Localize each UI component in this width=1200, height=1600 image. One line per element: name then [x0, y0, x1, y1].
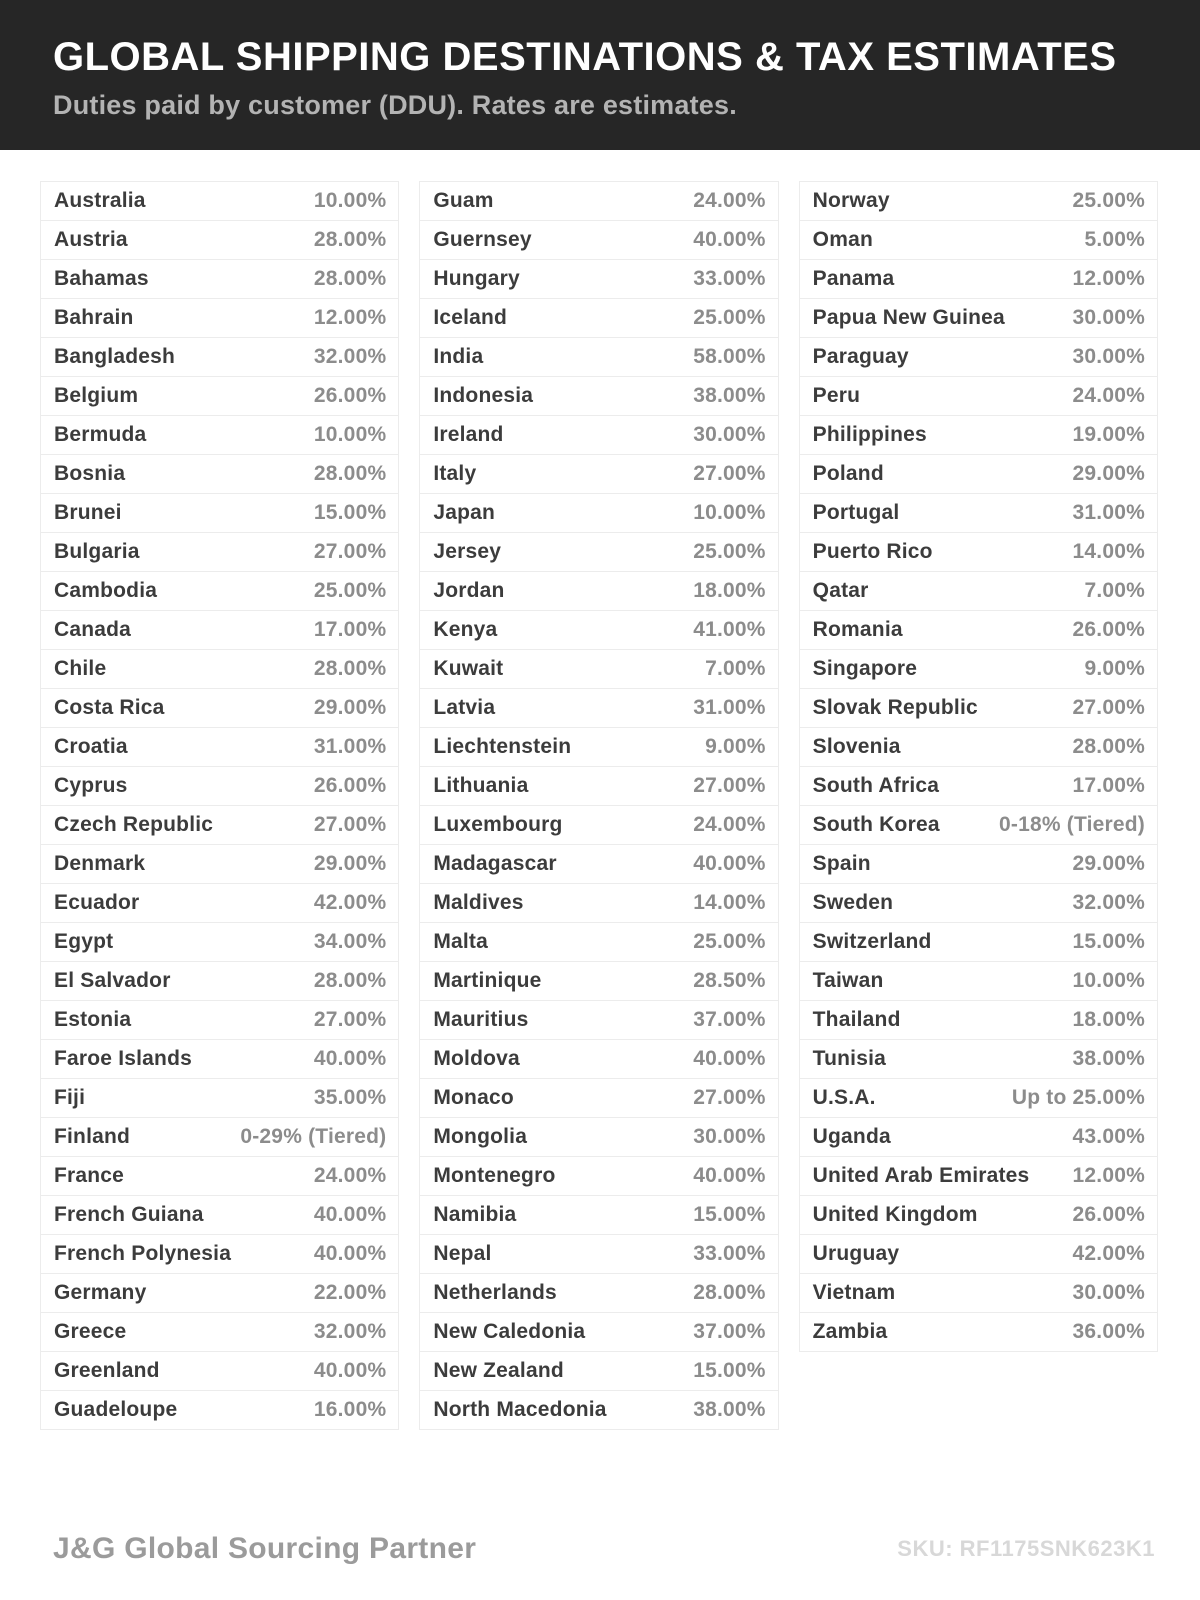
country-name: Denmark	[54, 852, 146, 875]
country-name: Spain	[812, 852, 871, 875]
tax-rate: 43.00%	[1072, 1125, 1145, 1148]
table-row	[800, 884, 1157, 923]
country-name: South Korea	[812, 813, 940, 836]
table-row	[800, 962, 1157, 1001]
tax-rate: 17.00%	[1072, 774, 1145, 797]
table-row	[420, 1391, 777, 1429]
country-name: Romania	[812, 618, 903, 641]
tax-rate: 15.00%	[1072, 930, 1145, 953]
tax-rate: 16.00%	[313, 1398, 387, 1421]
tax-rate: 27.00%	[693, 1086, 766, 1109]
tax-rate: 22.00%	[313, 1281, 387, 1304]
tax-rate: 38.00%	[693, 1398, 766, 1421]
tax-rate: 29.00%	[313, 696, 387, 719]
tax-rate: 29.00%	[1072, 462, 1145, 485]
tax-rate: 5.00%	[1084, 228, 1145, 251]
table-row	[420, 1157, 777, 1196]
table-row	[800, 923, 1157, 962]
tax-rate: 40.00%	[313, 1203, 387, 1226]
tax-rate: 24.00%	[693, 189, 766, 212]
country-name: Tunisia	[812, 1047, 887, 1070]
country-name: India	[433, 345, 484, 368]
tax-rate: 26.00%	[313, 384, 387, 407]
page-subtitle: Duties paid by customer (DDU). Rates are estimates.	[53, 89, 737, 120]
table-row	[41, 1274, 398, 1313]
country-name: Latvia	[433, 696, 496, 719]
tax-rate: 12.00%	[313, 306, 387, 329]
country-name: Japan	[433, 501, 496, 524]
country-name: Bermuda	[54, 423, 147, 446]
tax-rate: 28.00%	[1072, 735, 1145, 758]
footer	[53, 1532, 1155, 1566]
table-row	[420, 221, 777, 260]
tax-rate: 42.00%	[313, 891, 387, 914]
country-name: Belgium	[54, 384, 139, 407]
country-name: Ecuador	[54, 891, 140, 914]
tax-rate: 40.00%	[313, 1047, 387, 1070]
tax-rate: 26.00%	[1072, 1203, 1145, 1226]
tax-rate: 33.00%	[693, 267, 766, 290]
tax-rate: 27.00%	[693, 462, 766, 485]
tax-rate: 19.00%	[1072, 423, 1145, 446]
country-name: South Africa	[812, 774, 940, 797]
country-name: Slovak Republic	[812, 696, 978, 719]
table-row	[800, 1001, 1157, 1040]
tax-rate: Up to 25.00%	[1011, 1086, 1145, 1109]
country-name: Paraguay	[812, 345, 909, 368]
tax-rate: 31.00%	[693, 696, 766, 719]
tax-rate: 30.00%	[693, 1125, 766, 1148]
table-row	[41, 806, 398, 845]
table-row	[800, 416, 1157, 455]
country-name: Bulgaria	[54, 540, 140, 563]
country-name: Papua New Guinea	[812, 306, 1005, 329]
country-name: Croatia	[54, 735, 128, 758]
table-row	[41, 1196, 398, 1235]
table-row	[420, 884, 777, 923]
table-row	[41, 1118, 398, 1157]
country-name: Portugal	[812, 501, 900, 524]
tax-rate: 24.00%	[1072, 384, 1145, 407]
table-row	[420, 533, 777, 572]
tax-rate: 10.00%	[693, 501, 766, 524]
table-row	[800, 1079, 1157, 1118]
table-row	[800, 299, 1157, 338]
table-row	[41, 494, 398, 533]
tax-rate: 28.00%	[313, 462, 387, 485]
tax-rate: 25.00%	[1072, 189, 1145, 212]
table-row	[420, 1196, 777, 1235]
table-row	[800, 767, 1157, 806]
tax-rate: 40.00%	[313, 1242, 387, 1265]
country-name: Montenegro	[433, 1164, 556, 1187]
table-row	[420, 689, 777, 728]
country-name: Czech Republic	[54, 813, 214, 836]
table-row	[800, 260, 1157, 299]
tax-column	[40, 181, 399, 1430]
table-row	[41, 962, 398, 1001]
tax-rate: 32.00%	[313, 1320, 387, 1343]
country-name: Martinique	[433, 969, 542, 992]
table-row	[420, 494, 777, 533]
country-name: Vietnam	[812, 1281, 896, 1304]
tax-rate: 27.00%	[313, 1008, 387, 1031]
country-name: Australia	[54, 189, 146, 212]
tax-rate: 40.00%	[693, 852, 766, 875]
table-row	[420, 611, 777, 650]
tax-rate: 18.00%	[1072, 1008, 1145, 1031]
country-name: U.S.A.	[812, 1086, 876, 1109]
tax-rate: 7.00%	[705, 657, 766, 680]
tax-rate: 36.00%	[1072, 1320, 1145, 1343]
tax-rate: 10.00%	[1072, 969, 1145, 992]
country-name: Philippines	[812, 423, 927, 446]
country-name: Brunei	[54, 501, 122, 524]
country-name: Greenland	[54, 1359, 160, 1382]
tax-rate: 25.00%	[693, 306, 766, 329]
tax-rate: 35.00%	[313, 1086, 387, 1109]
tax-rate: 37.00%	[693, 1320, 766, 1343]
tax-rate: 28.00%	[313, 969, 387, 992]
country-name: Maldives	[433, 891, 524, 914]
table-row	[420, 1001, 777, 1040]
table-row	[800, 182, 1157, 221]
tax-rate: 25.00%	[693, 540, 766, 563]
table-row	[420, 962, 777, 1001]
table-row	[420, 1352, 777, 1391]
tax-rate: 40.00%	[693, 228, 766, 251]
table-row	[41, 455, 398, 494]
country-name: Jordan	[433, 579, 505, 602]
country-name: Norway	[812, 189, 890, 212]
country-name: Bosnia	[54, 462, 126, 485]
country-name: Uruguay	[812, 1242, 900, 1265]
sku-label: SKU: RF1175SNK623K1	[897, 1536, 1155, 1561]
country-name: Guam	[433, 189, 494, 212]
country-name: Malta	[433, 930, 489, 953]
country-name: Singapore	[812, 657, 918, 680]
table-row	[41, 884, 398, 923]
country-name: Hungary	[433, 267, 520, 290]
table-row	[800, 806, 1157, 845]
table-row	[800, 1313, 1157, 1351]
tax-column	[419, 181, 778, 1430]
country-name: Austria	[54, 228, 128, 251]
tax-rate: 32.00%	[1072, 891, 1145, 914]
table-row	[800, 494, 1157, 533]
country-name: Luxembourg	[433, 813, 563, 836]
tax-rate: 15.00%	[313, 501, 387, 524]
tax-rate: 29.00%	[313, 852, 387, 875]
table-row	[41, 182, 398, 221]
country-name: Cambodia	[54, 579, 158, 602]
country-name: Netherlands	[433, 1281, 557, 1304]
tax-rate: 7.00%	[1084, 579, 1145, 602]
country-name: Indonesia	[433, 384, 534, 407]
country-name: Canada	[54, 618, 132, 641]
table-row	[420, 728, 777, 767]
tax-rate: 38.00%	[693, 384, 766, 407]
country-name: Uganda	[812, 1125, 891, 1148]
tax-rate: 14.00%	[693, 891, 766, 914]
table-row	[420, 1118, 777, 1157]
table-row	[800, 650, 1157, 689]
table-row	[420, 1274, 777, 1313]
table-row	[41, 923, 398, 962]
country-name: Kuwait	[433, 657, 504, 680]
country-name: Mauritius	[433, 1008, 529, 1031]
tax-rate: 27.00%	[1072, 696, 1145, 719]
tax-rate: 58.00%	[693, 345, 766, 368]
table-row	[420, 455, 777, 494]
table-row	[41, 1235, 398, 1274]
tax-rate: 15.00%	[693, 1359, 766, 1382]
tax-rate: 32.00%	[313, 345, 387, 368]
table-row	[800, 845, 1157, 884]
tax-rate: 27.00%	[313, 540, 387, 563]
country-name: Monaco	[433, 1086, 514, 1109]
country-name: Panama	[812, 267, 895, 290]
header-banner	[0, 0, 1200, 150]
country-name: Switzerland	[812, 930, 932, 953]
tax-rate: 10.00%	[313, 423, 387, 446]
country-name: Mongolia	[433, 1125, 528, 1148]
table-row	[41, 1391, 398, 1429]
country-name: Puerto Rico	[812, 540, 933, 563]
table-row	[41, 1313, 398, 1352]
table-row	[800, 1235, 1157, 1274]
tax-rate: 14.00%	[1072, 540, 1145, 563]
table-row	[41, 1157, 398, 1196]
country-name: El Salvador	[54, 969, 171, 992]
tax-rate: 38.00%	[1072, 1047, 1145, 1070]
table-row	[41, 611, 398, 650]
table-row	[800, 1157, 1157, 1196]
country-name: United Arab Emirates	[812, 1164, 1030, 1187]
country-name: North Macedonia	[433, 1398, 607, 1421]
table-row	[41, 728, 398, 767]
country-name: Costa Rica	[54, 696, 165, 719]
table-row	[41, 533, 398, 572]
tax-rate: 26.00%	[1072, 618, 1145, 641]
table-row	[420, 767, 777, 806]
table-row	[800, 533, 1157, 572]
table-row	[420, 260, 777, 299]
table-row	[800, 338, 1157, 377]
tax-rate: 28.00%	[313, 267, 387, 290]
tax-rate: 30.00%	[1072, 1281, 1145, 1304]
country-name: Namibia	[433, 1203, 517, 1226]
country-name: Ireland	[433, 423, 504, 446]
country-name: New Caledonia	[433, 1320, 586, 1343]
table-row	[41, 338, 398, 377]
country-name: Taiwan	[812, 969, 884, 992]
table-row	[420, 572, 777, 611]
tax-rate: 28.00%	[313, 228, 387, 251]
table-row	[41, 845, 398, 884]
tax-rate: 25.00%	[313, 579, 387, 602]
country-name: Bahrain	[54, 306, 134, 329]
tax-rate: 25.00%	[693, 930, 766, 953]
country-name: New Zealand	[433, 1359, 564, 1382]
tax-rate: 42.00%	[1072, 1242, 1145, 1265]
country-name: Finland	[54, 1125, 131, 1148]
country-name: Slovenia	[812, 735, 901, 758]
country-name: Fiji	[54, 1086, 86, 1109]
table-row	[800, 611, 1157, 650]
tax-rate: 27.00%	[693, 774, 766, 797]
table-row	[800, 689, 1157, 728]
country-name: Madagascar	[433, 852, 557, 875]
table-row	[41, 1352, 398, 1391]
tax-rate: 31.00%	[1072, 501, 1145, 524]
tax-rate: 33.00%	[693, 1242, 766, 1265]
tax-rate: 17.00%	[313, 618, 387, 641]
country-name: Moldova	[433, 1047, 520, 1070]
table-row	[41, 650, 398, 689]
tax-rate: 31.00%	[313, 735, 387, 758]
country-name: Iceland	[433, 306, 508, 329]
country-name: Greece	[54, 1320, 127, 1343]
country-name: Peru	[812, 384, 861, 407]
tax-rate: 0-18% (Tiered)	[999, 813, 1145, 836]
country-name: Sweden	[812, 891, 894, 914]
table-row	[420, 1040, 777, 1079]
table-row	[41, 299, 398, 338]
table-row	[420, 182, 777, 221]
tax-rate: 34.00%	[313, 930, 387, 953]
country-name: Bangladesh	[54, 345, 176, 368]
table-row	[41, 572, 398, 611]
table-row	[420, 923, 777, 962]
table-row	[41, 377, 398, 416]
table-row	[420, 806, 777, 845]
country-name: Poland	[812, 462, 884, 485]
tax-rate: 12.00%	[1072, 267, 1145, 290]
tax-rate: 26.00%	[313, 774, 387, 797]
tax-rate: 40.00%	[693, 1164, 766, 1187]
table-row	[800, 1040, 1157, 1079]
table-row	[420, 650, 777, 689]
tax-rate: 28.00%	[693, 1281, 766, 1304]
country-name: Nepal	[433, 1242, 492, 1265]
country-name: France	[54, 1164, 125, 1187]
country-name: Qatar	[812, 579, 869, 602]
country-name: Egypt	[54, 930, 114, 953]
country-name: Guernsey	[433, 228, 532, 251]
country-name: Zambia	[812, 1320, 888, 1343]
tax-rate: 37.00%	[693, 1008, 766, 1031]
table-row	[420, 845, 777, 884]
country-name: French Polynesia	[54, 1242, 232, 1265]
table-row	[800, 1118, 1157, 1157]
tax-rate: 9.00%	[1084, 657, 1145, 680]
tax-rate: 27.00%	[313, 813, 387, 836]
country-name: Chile	[54, 657, 107, 680]
country-name: Italy	[433, 462, 477, 485]
country-name: Estonia	[54, 1008, 132, 1031]
tax-rate: 12.00%	[1072, 1164, 1145, 1187]
country-name: Faroe Islands	[54, 1047, 192, 1070]
table-row	[41, 767, 398, 806]
table-row	[800, 1196, 1157, 1235]
table-row	[420, 338, 777, 377]
table-row	[420, 1313, 777, 1352]
tax-rate: 10.00%	[313, 189, 387, 212]
country-name: Guadeloupe	[54, 1398, 178, 1421]
table-row	[41, 221, 398, 260]
table-row	[800, 572, 1157, 611]
table-row	[41, 689, 398, 728]
tax-rate: 15.00%	[693, 1203, 766, 1226]
country-name: French Guiana	[54, 1203, 204, 1226]
tax-table	[40, 181, 1158, 1430]
country-name: Germany	[54, 1281, 147, 1304]
table-row	[420, 1079, 777, 1118]
table-row	[41, 1040, 398, 1079]
tax-rate: 28.50%	[693, 969, 766, 992]
country-name: Lithuania	[433, 774, 529, 797]
page-title: GLOBAL SHIPPING DESTINATIONS & TAX ESTIMATES	[53, 34, 1117, 79]
tax-rate: 40.00%	[313, 1359, 387, 1382]
table-row	[800, 1274, 1157, 1313]
table-row	[800, 728, 1157, 767]
table-row	[41, 260, 398, 299]
tax-rate: 29.00%	[1072, 852, 1145, 875]
table-row	[420, 377, 777, 416]
country-name: Kenya	[433, 618, 498, 641]
table-row	[800, 377, 1157, 416]
table-row	[41, 416, 398, 455]
country-name: Cyprus	[54, 774, 128, 797]
country-name: Thailand	[812, 1008, 901, 1031]
table-row	[420, 1235, 777, 1274]
tax-rate: 0-29% (Tiered)	[240, 1125, 387, 1148]
brand-name: J&G Global Sourcing Partner	[53, 1532, 477, 1565]
country-name: United Kingdom	[812, 1203, 978, 1226]
tax-rate: 40.00%	[693, 1047, 766, 1070]
tax-rate: 9.00%	[705, 735, 766, 758]
table-row	[420, 416, 777, 455]
tax-rate: 30.00%	[693, 423, 766, 446]
country-name: Oman	[812, 228, 873, 251]
table-row	[41, 1079, 398, 1118]
country-name: Jersey	[433, 540, 502, 563]
country-name: Bahamas	[54, 267, 149, 290]
tax-column	[799, 181, 1158, 1352]
table-row	[420, 299, 777, 338]
tax-rate: 30.00%	[1072, 345, 1145, 368]
table-row	[800, 221, 1157, 260]
tax-rate: 41.00%	[693, 618, 766, 641]
country-name: Liechtenstein	[433, 735, 572, 758]
tax-rate: 24.00%	[313, 1164, 387, 1187]
table-row	[41, 1001, 398, 1040]
table-row	[800, 455, 1157, 494]
tax-rate: 18.00%	[693, 579, 766, 602]
tax-rate: 24.00%	[693, 813, 766, 836]
tax-rate: 30.00%	[1072, 306, 1145, 329]
tax-rate: 28.00%	[313, 657, 387, 680]
